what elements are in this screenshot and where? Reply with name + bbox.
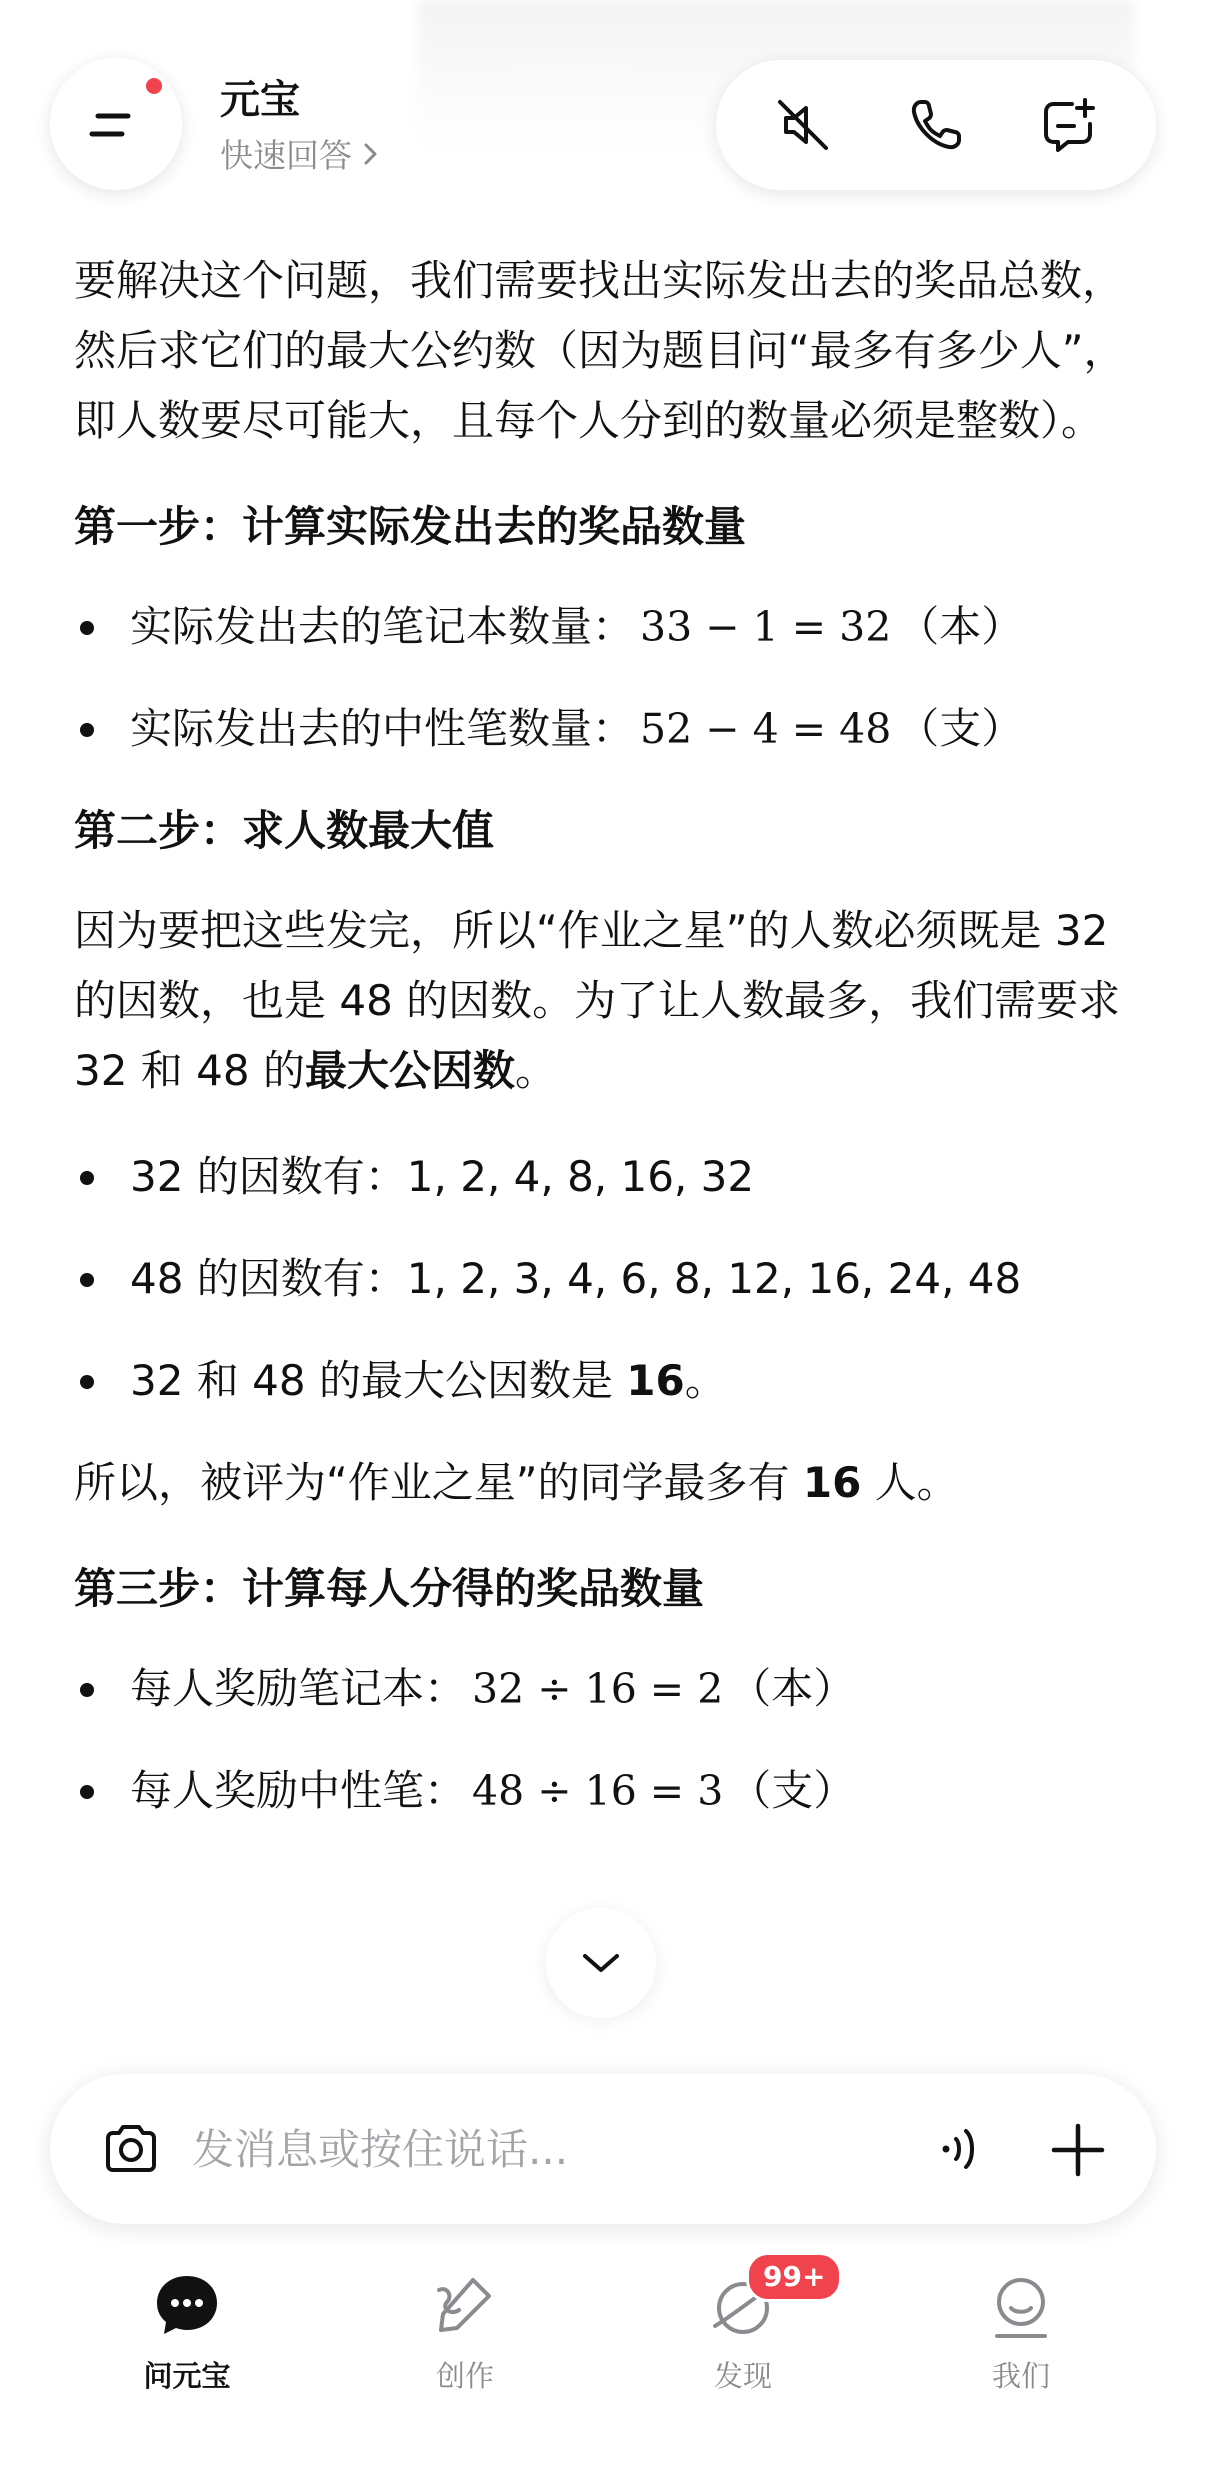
new-chat-icon <box>1038 94 1100 156</box>
mode-selector[interactable] <box>220 130 380 177</box>
list-item <box>74 1346 1132 1416</box>
item-bold: 16 <box>626 1356 685 1405</box>
message-input-bar <box>50 2074 1156 2224</box>
step2-paragraph <box>74 896 1132 1106</box>
chevron-down-icon <box>579 1948 623 1978</box>
math-expression: 32 ÷ 16 = 2 <box>472 1665 724 1713</box>
step3-heading: 第三步：计算每人分得的奖品数量 <box>74 1564 705 1613</box>
chevron-right-icon <box>362 140 380 168</box>
notification-dot <box>146 78 162 94</box>
item-text: 32 和 48 的最大公因数是 <box>130 1356 627 1405</box>
nav-item-ask-yuanbao[interactable] <box>48 2268 326 2408</box>
list-item <box>74 1756 1132 1826</box>
list-item: 48 的因数有：1, 2, 3, 4, 6, 8, 12, 16, 24, 48 <box>74 1244 1132 1314</box>
notification-badge: 99+ <box>746 2252 842 2302</box>
pen-icon <box>427 2268 503 2344</box>
mute-button[interactable] <box>758 80 848 170</box>
top-bar <box>0 0 1206 230</box>
camera-icon[interactable] <box>100 2118 162 2180</box>
item-label: 实际发出去的中性笔数量： <box>130 704 635 753</box>
voice-wave-icon[interactable] <box>930 2118 992 2180</box>
list-item <box>74 592 1132 662</box>
app-title: 元宝 <box>220 77 300 123</box>
step2-heading: 第二步：求人数最大值 <box>74 806 495 855</box>
para-text: 因为要把这些发完，所以“作业之星”的人数必须既是 32 的因数，也是 48 的因数。为了让人数最多，我们需要求 32 和 48 的 <box>74 906 1121 1095</box>
nav-item-discover[interactable] <box>604 2260 882 2408</box>
nav-item-us[interactable] <box>882 2268 1160 2408</box>
nav-label: 创作 <box>435 2359 494 2393</box>
plus-icon[interactable] <box>1048 2120 1108 2180</box>
assistant-message <box>74 246 1132 1858</box>
item-label: 实际发出去的笔记本数量： <box>130 602 635 651</box>
intro-paragraph: 要解决这个问题，我们需要找出实际发出去的奖品总数，然后求它们的最大公约数（因为题目问“最多有多少人”，即人数要尽可能大，且每个人分到的数量必须是整数）。 <box>74 256 1126 445</box>
message-input[interactable] <box>192 2118 712 2180</box>
nav-label: 问元宝 <box>143 2359 231 2393</box>
bottom-nav <box>0 2260 1206 2408</box>
chat-bubble-icon <box>149 2268 225 2344</box>
nav-label: 发现 <box>713 2359 772 2393</box>
para-text: 人。 <box>861 1458 959 1507</box>
user-icon <box>983 2268 1059 2344</box>
phone-icon <box>905 94 967 156</box>
nav-label: 我们 <box>991 2359 1050 2393</box>
para-bold-text: 最大公因数 <box>304 1046 515 1095</box>
math-expression: 48 ÷ 16 = 3 <box>472 1767 724 1815</box>
step3-list <box>74 1654 1132 1826</box>
step1-heading: 第一步：计算实际发出去的奖品数量 <box>74 502 747 551</box>
item-unit: （本） <box>729 1664 856 1713</box>
list-item <box>74 1654 1132 1724</box>
math-expression: 33 − 1 = 32 <box>640 603 892 651</box>
para-text: 所以，被评为“作业之星”的同学最多有 <box>74 1458 803 1507</box>
conclusion-paragraph <box>74 1448 1132 1518</box>
para-text: 。 <box>514 1046 557 1095</box>
call-button[interactable] <box>891 80 981 170</box>
item-label: 每人奖励中性笔： <box>130 1766 467 1815</box>
para-bold-text: 16 <box>802 1458 862 1507</box>
item-unit: （支） <box>729 1766 856 1815</box>
item-unit: （本） <box>897 602 1024 651</box>
list-item: 32 的因数有：1, 2, 4, 8, 16, 32 <box>74 1142 1132 1212</box>
item-label: 每人奖励笔记本： <box>130 1664 467 1713</box>
math-expression: 52 − 4 = 48 <box>640 705 892 753</box>
item-text: 。 <box>684 1356 727 1405</box>
header-actions <box>716 60 1156 190</box>
menu-icon <box>84 100 148 148</box>
mode-label: 快速回答 <box>220 136 352 175</box>
nav-item-create[interactable] <box>326 2268 604 2408</box>
speaker-muted-icon <box>772 94 834 156</box>
title-block[interactable] <box>220 74 380 177</box>
item-unit: （支） <box>897 704 1024 753</box>
list-item <box>74 694 1132 764</box>
step1-list <box>74 592 1132 764</box>
menu-button[interactable] <box>50 58 182 190</box>
new-chat-button[interactable] <box>1024 80 1114 170</box>
step2-list <box>74 1142 1132 1416</box>
